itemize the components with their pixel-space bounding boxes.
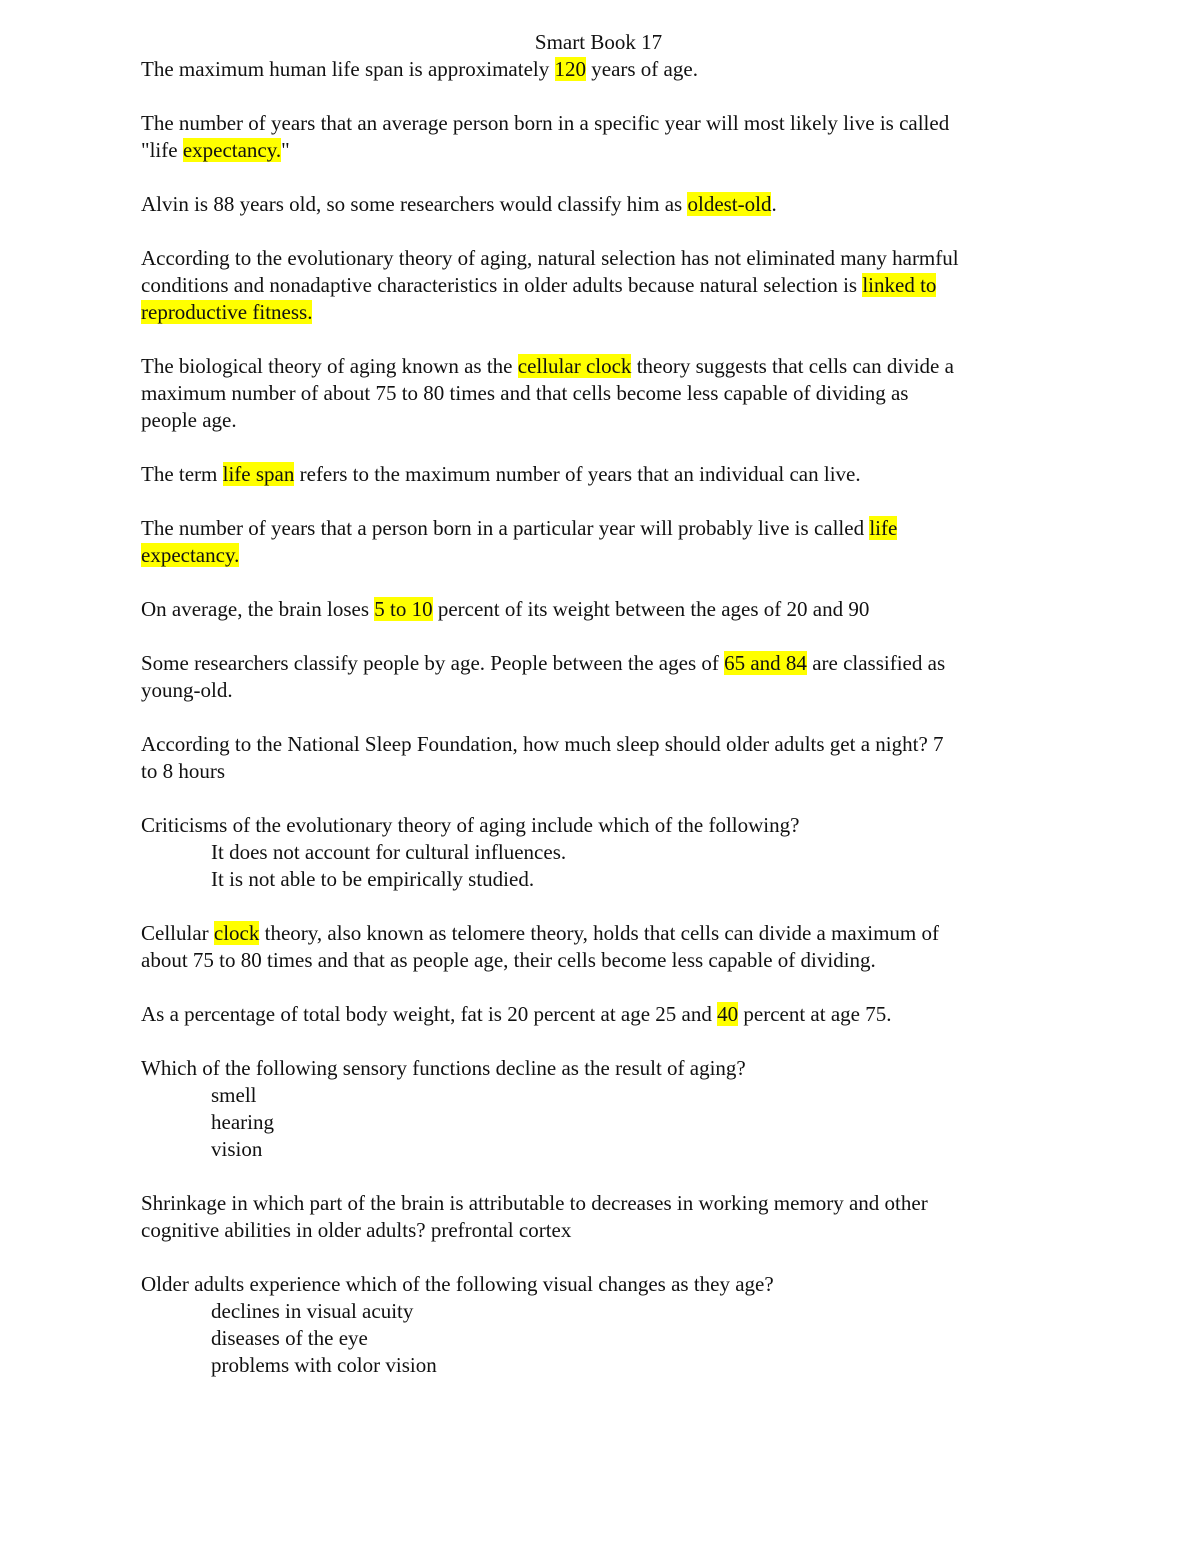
note-line	[141, 1001, 1071, 1028]
note-line	[141, 542, 1071, 569]
highlighted-answer: clock	[213, 921, 260, 945]
note-item	[141, 110, 1071, 164]
note-text: "	[281, 138, 290, 162]
highlighted-answer: 40	[717, 1002, 739, 1026]
note-line	[141, 1217, 1071, 1244]
note-line	[141, 461, 1071, 488]
answer-option: It does not account for cultural influences.	[211, 840, 567, 864]
note-text: Cellular	[141, 921, 214, 945]
note-text: young-old.	[141, 678, 233, 702]
note-text: about 75 to 80 times and that as people age, their cells become less capable of dividing.	[141, 948, 876, 972]
highlighted-answer: oldest-old	[687, 192, 772, 216]
note-line	[141, 272, 1071, 299]
document-title: Smart Book 17	[534, 30, 663, 54]
note-text: theory, also known as telomere theory, holds that cells can divide a maximum of	[259, 921, 939, 945]
note-text: Alvin is 88 years old, so some researchers would classify him as	[141, 192, 688, 216]
answer-option: diseases of the eye	[211, 1326, 368, 1350]
document-page	[141, 29, 1071, 1406]
highlighted-answer: 65 and 84	[724, 651, 807, 675]
note-item	[141, 461, 1071, 488]
note-text: The biological theory of aging known as the	[141, 354, 518, 378]
note-item	[141, 245, 1071, 326]
highlighted-answer: reproductive fitness.	[141, 300, 313, 324]
note-text: percent of its weight between the ages of 20 and 90	[432, 597, 870, 621]
answer-option: It is not able to be empirically studied.	[211, 867, 535, 891]
note-item	[141, 596, 1071, 623]
note-line	[141, 137, 1071, 164]
note-item	[141, 191, 1071, 218]
note-line	[141, 191, 1071, 218]
note-item	[141, 1001, 1071, 1028]
highlighted-answer: life span	[222, 462, 295, 486]
note-text: Which of the following sensory functions decline as the result of aging?	[141, 1056, 746, 1080]
note-text: maximum number of about 75 to 80 times and that cells become less capable of dividing as	[141, 381, 909, 405]
note-line	[141, 731, 1071, 758]
note-text: theory suggests that cells can divide a	[631, 354, 954, 378]
highlighted-answer: life	[869, 516, 898, 540]
note-text: Some researchers classify people by age. People between the ages of	[141, 651, 725, 675]
note-line	[141, 677, 1071, 704]
note-line	[141, 1271, 1071, 1298]
note-text: Shrinkage in which part of the brain is attributable to decreases in working memory and other	[141, 1191, 928, 1215]
note-text: conditions and nonadaptive characteristics in older adults because natural selection is	[141, 273, 863, 297]
highlighted-answer: expectancy.	[182, 138, 282, 162]
note-text: The number of years that a person born in a particular year will probably live is called	[141, 516, 870, 540]
note-line	[141, 407, 1071, 434]
note-line	[141, 758, 1071, 785]
note-text: are classified as	[806, 651, 946, 675]
answer-option: smell	[211, 1083, 257, 1107]
note-item	[141, 515, 1071, 569]
note-item	[141, 56, 1071, 83]
note-text: Older adults experience which of the following visual changes as they age?	[141, 1272, 774, 1296]
note-line	[141, 56, 1071, 83]
answer-option: vision	[211, 1137, 263, 1161]
note-line	[141, 353, 1071, 380]
note-line	[141, 380, 1071, 407]
note-text: The number of years that an average person born in a specific year will most likely live is called	[141, 111, 950, 135]
note-item	[141, 650, 1071, 704]
note-text: According to the National Sleep Foundation, how much sleep should older adults get a night? 7	[141, 732, 944, 756]
note-text: According to the evolutionary theory of aging, natural selection has not eliminated many harmful	[141, 246, 959, 270]
note-text: percent at age 75.	[738, 1002, 892, 1026]
note-text: people age.	[141, 408, 237, 432]
note-line	[141, 812, 1071, 839]
note-text: cognitive abilities in older adults? prefrontal cortex	[141, 1218, 572, 1242]
note-text: The maximum human life span is approximately	[141, 57, 555, 81]
note-text: refers to the maximum number of years that an individual can live.	[294, 462, 861, 486]
note-item	[141, 920, 1071, 974]
note-text: The term	[141, 462, 223, 486]
highlighted-answer: expectancy.	[141, 543, 240, 567]
highlighted-answer: linked to	[862, 273, 937, 297]
note-item	[141, 731, 1071, 785]
note-item	[141, 353, 1071, 434]
highlighted-answer: 5 to 10	[374, 597, 433, 621]
highlighted-answer: cellular clock	[517, 354, 632, 378]
note-line	[141, 1055, 1071, 1082]
note-item	[141, 1190, 1071, 1244]
note-line	[141, 596, 1071, 623]
note-item	[141, 1055, 1071, 1163]
note-item	[141, 1271, 1071, 1379]
note-line	[141, 1190, 1071, 1217]
note-text: to 8 hours	[141, 759, 225, 783]
answer-option: hearing	[211, 1110, 274, 1134]
highlighted-answer: 120	[554, 57, 586, 81]
note-line	[141, 110, 1071, 137]
note-line	[141, 515, 1071, 542]
answer-option: declines in visual acuity	[211, 1299, 414, 1323]
answer-option: problems with color vision	[211, 1353, 437, 1377]
study-notes-list	[141, 56, 1071, 1379]
note-text: "life	[141, 138, 183, 162]
note-item	[141, 812, 1071, 893]
note-line	[141, 245, 1071, 272]
note-line	[141, 650, 1071, 677]
note-text: .	[771, 192, 777, 216]
note-text: On average, the brain loses	[141, 597, 375, 621]
note-line	[141, 920, 1071, 947]
note-line	[141, 299, 1071, 326]
note-line	[141, 947, 1071, 974]
note-text: Criticisms of the evolutionary theory of aging include which of the following?	[141, 813, 800, 837]
note-text: As a percentage of total body weight, fat is 20 percent at age 25 and	[141, 1002, 718, 1026]
note-text: years of age.	[586, 57, 698, 81]
